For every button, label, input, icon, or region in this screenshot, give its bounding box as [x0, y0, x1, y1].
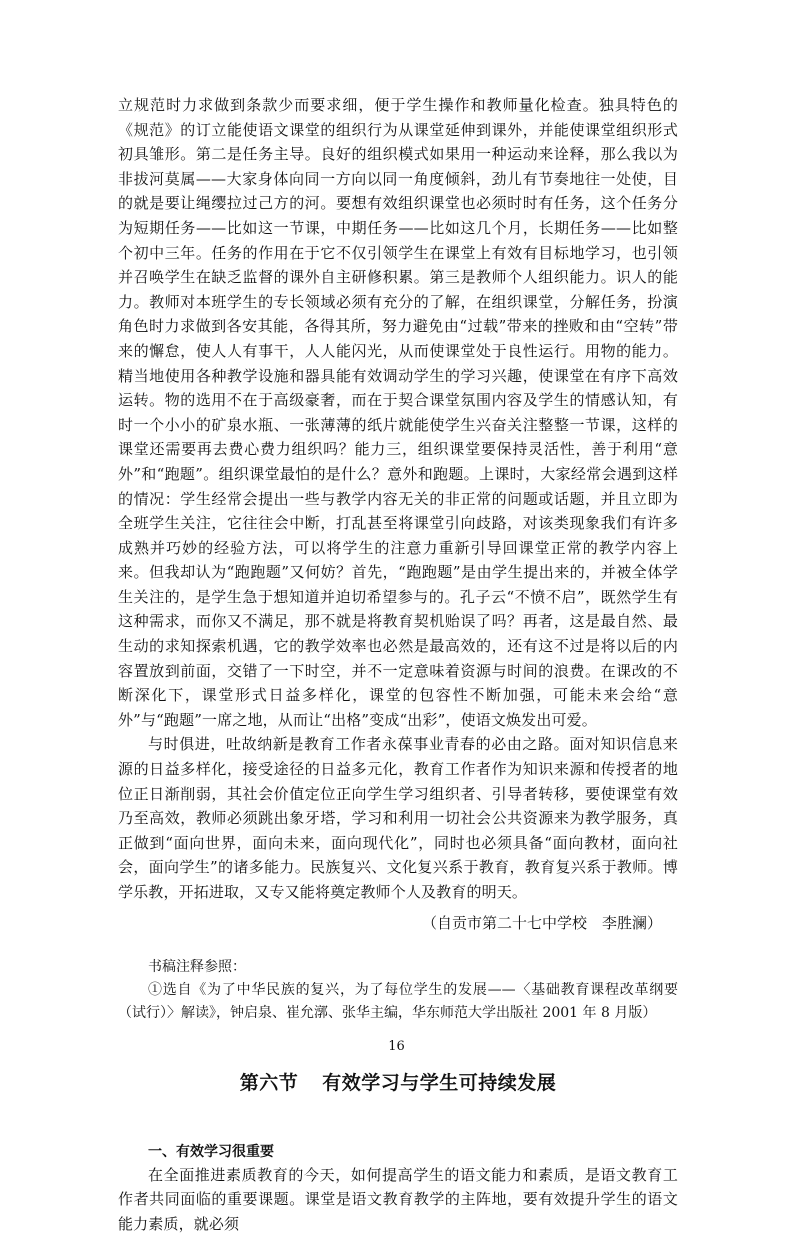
subsection-heading: 一、有效学习很重要	[148, 1143, 274, 1160]
section-number: 第六节	[239, 1071, 299, 1094]
subsection-paragraph: 在全面推进素质教育的今天，如何提高学生的语文能力和素质，是语文教育工作者共同面临的重要课题。课堂是语文教育教学的主阵地，要有效提升学生的语文能力素质，就必须	[118, 1165, 678, 1233]
notes-block	[118, 955, 678, 1025]
notes-title: 书稿注释参照：	[148, 958, 246, 975]
document-page	[118, 93, 678, 1236]
page-number: 16	[388, 1039, 405, 1054]
note-item-1: ①选自《为了中华民族的复兴，为了每位学生的发展——〈基础教育课程改革纲要（试行）〉解读》，钟启泉、崔允漷、张华主编，华东师范大学出版社 2001 年 8 月版）	[118, 981, 678, 1021]
author-signature: （自贡市第二十七中学校 李胜澜）	[421, 913, 662, 932]
section-title: 有效学习与学生可持续发展	[322, 1071, 557, 1094]
body-paragraph-2: 与时俱进，吐故纳新是教育工作者永葆事业青春的必由之路。面对知识信息来源的日益多样化，接受途径的日益多元化，教育工作者作为知识来源和传授者的地位正日渐削弱，其社会价值定位正向学生学习组织者、引导者转移，要使课堂有效乃至高效，教师必须跳出象牙塔，学习和利用一切社会公共资源来为教学服务，真正做到“面向世界，面向未来，面向现代化”，同时也必须具备“面向教材，面向社会，面向学生”的诸多能力。民族复兴、文化复兴系于教育，教育复兴系于教师。博学乐教，开拓进取，又专又能将奠定教师个人及教育的明天。	[118, 735, 678, 901]
section-heading	[118, 1069, 678, 1097]
body-paragraph-1: 立规范时力求做到条款少而要求细，便于学生操作和教师量化检查。独具特色的《规范》的订立能使语文课堂的组织行为从课堂延伸到课外，并能使课堂组织形式初具雏形。第二是任务主导。良好的组织模式如果用一种运动来诠释，那么我以为非拔河莫属——大家身体向同一方向以同一角度倾斜，劲儿有节奏地往一处使，目的就是要让绳缨拉过己方的河。要想有效组织课堂也必须时时有任务，这个任务分为短期任务——比如这一节课，中期任务——比如这几个月，长期任务——比如整个初中三年。任务的作用在于它不仅引领学生在课堂上有效有目标地学习，也引领并召唤学生在缺乏监督的课外自主研修积累。第三是教师个人组织能力。识人的能力。教师对本班学生的专长领域必须有充分的了解，在组织课堂，分解任务，扮演角色时力求做到各安其能，各得其所，努力避免由“过载”带来的挫败和由“空转”带来的懈怠，使人人有事干，人人能闪光，从而使课堂处于良性运行。用物的能力。精当地使用各种教学设施和器具能有效调动学生的学习兴趣，使课堂在有序下高效运转。物的选用不在于高级豪奢，而在于契合课堂氛围内容及学生的情感认知，有时一个小小的矿泉水瓶、一张薄薄的纸片就能使学生兴奋关注整整一节课，这样的课堂还需要再去费心费力组织吗？能力三，组织课堂要保持灵活性，善于利用“意外”和“跑题”。组织课堂最怕的是什么？意外和跑题。上课时，大家经常会遇到这样的情况：学生经常会提出一些与教学内容无关的非正常的问题或话题，并且立即为全班学生关注，它往往会中断，打乱甚至将课堂引向歧路，对该类现象我们有许多成熟并巧妙的经验方法，可以将学生的注意力重新引导回课堂正常的教学内容上来。但我却认为“跑跑题”又何妨？首先，“跑跑题”是由学生提出来的，并被全体学生关注的，是学生急于想知道并迫切希望参与的。孔子云“不愤不启”，既然学生有这种需求，而你又不满足，那不就是将教育契机贻误了吗？再者，这是最自然、最生动的求知探索机遇，它的教学效率也必然是最高效的，还有这不过是将以后的内容置放到前面，交错了一下时空，并不一定意味着资源与时间的浪费。在课改的不断深化下，课堂形式日益多样化，课堂的包容性不断加强，可能未来会给“意外”与“跑题”一席之地，从而让“出格”变成“出彩”，使语文焕发出可爱。	[118, 96, 678, 729]
